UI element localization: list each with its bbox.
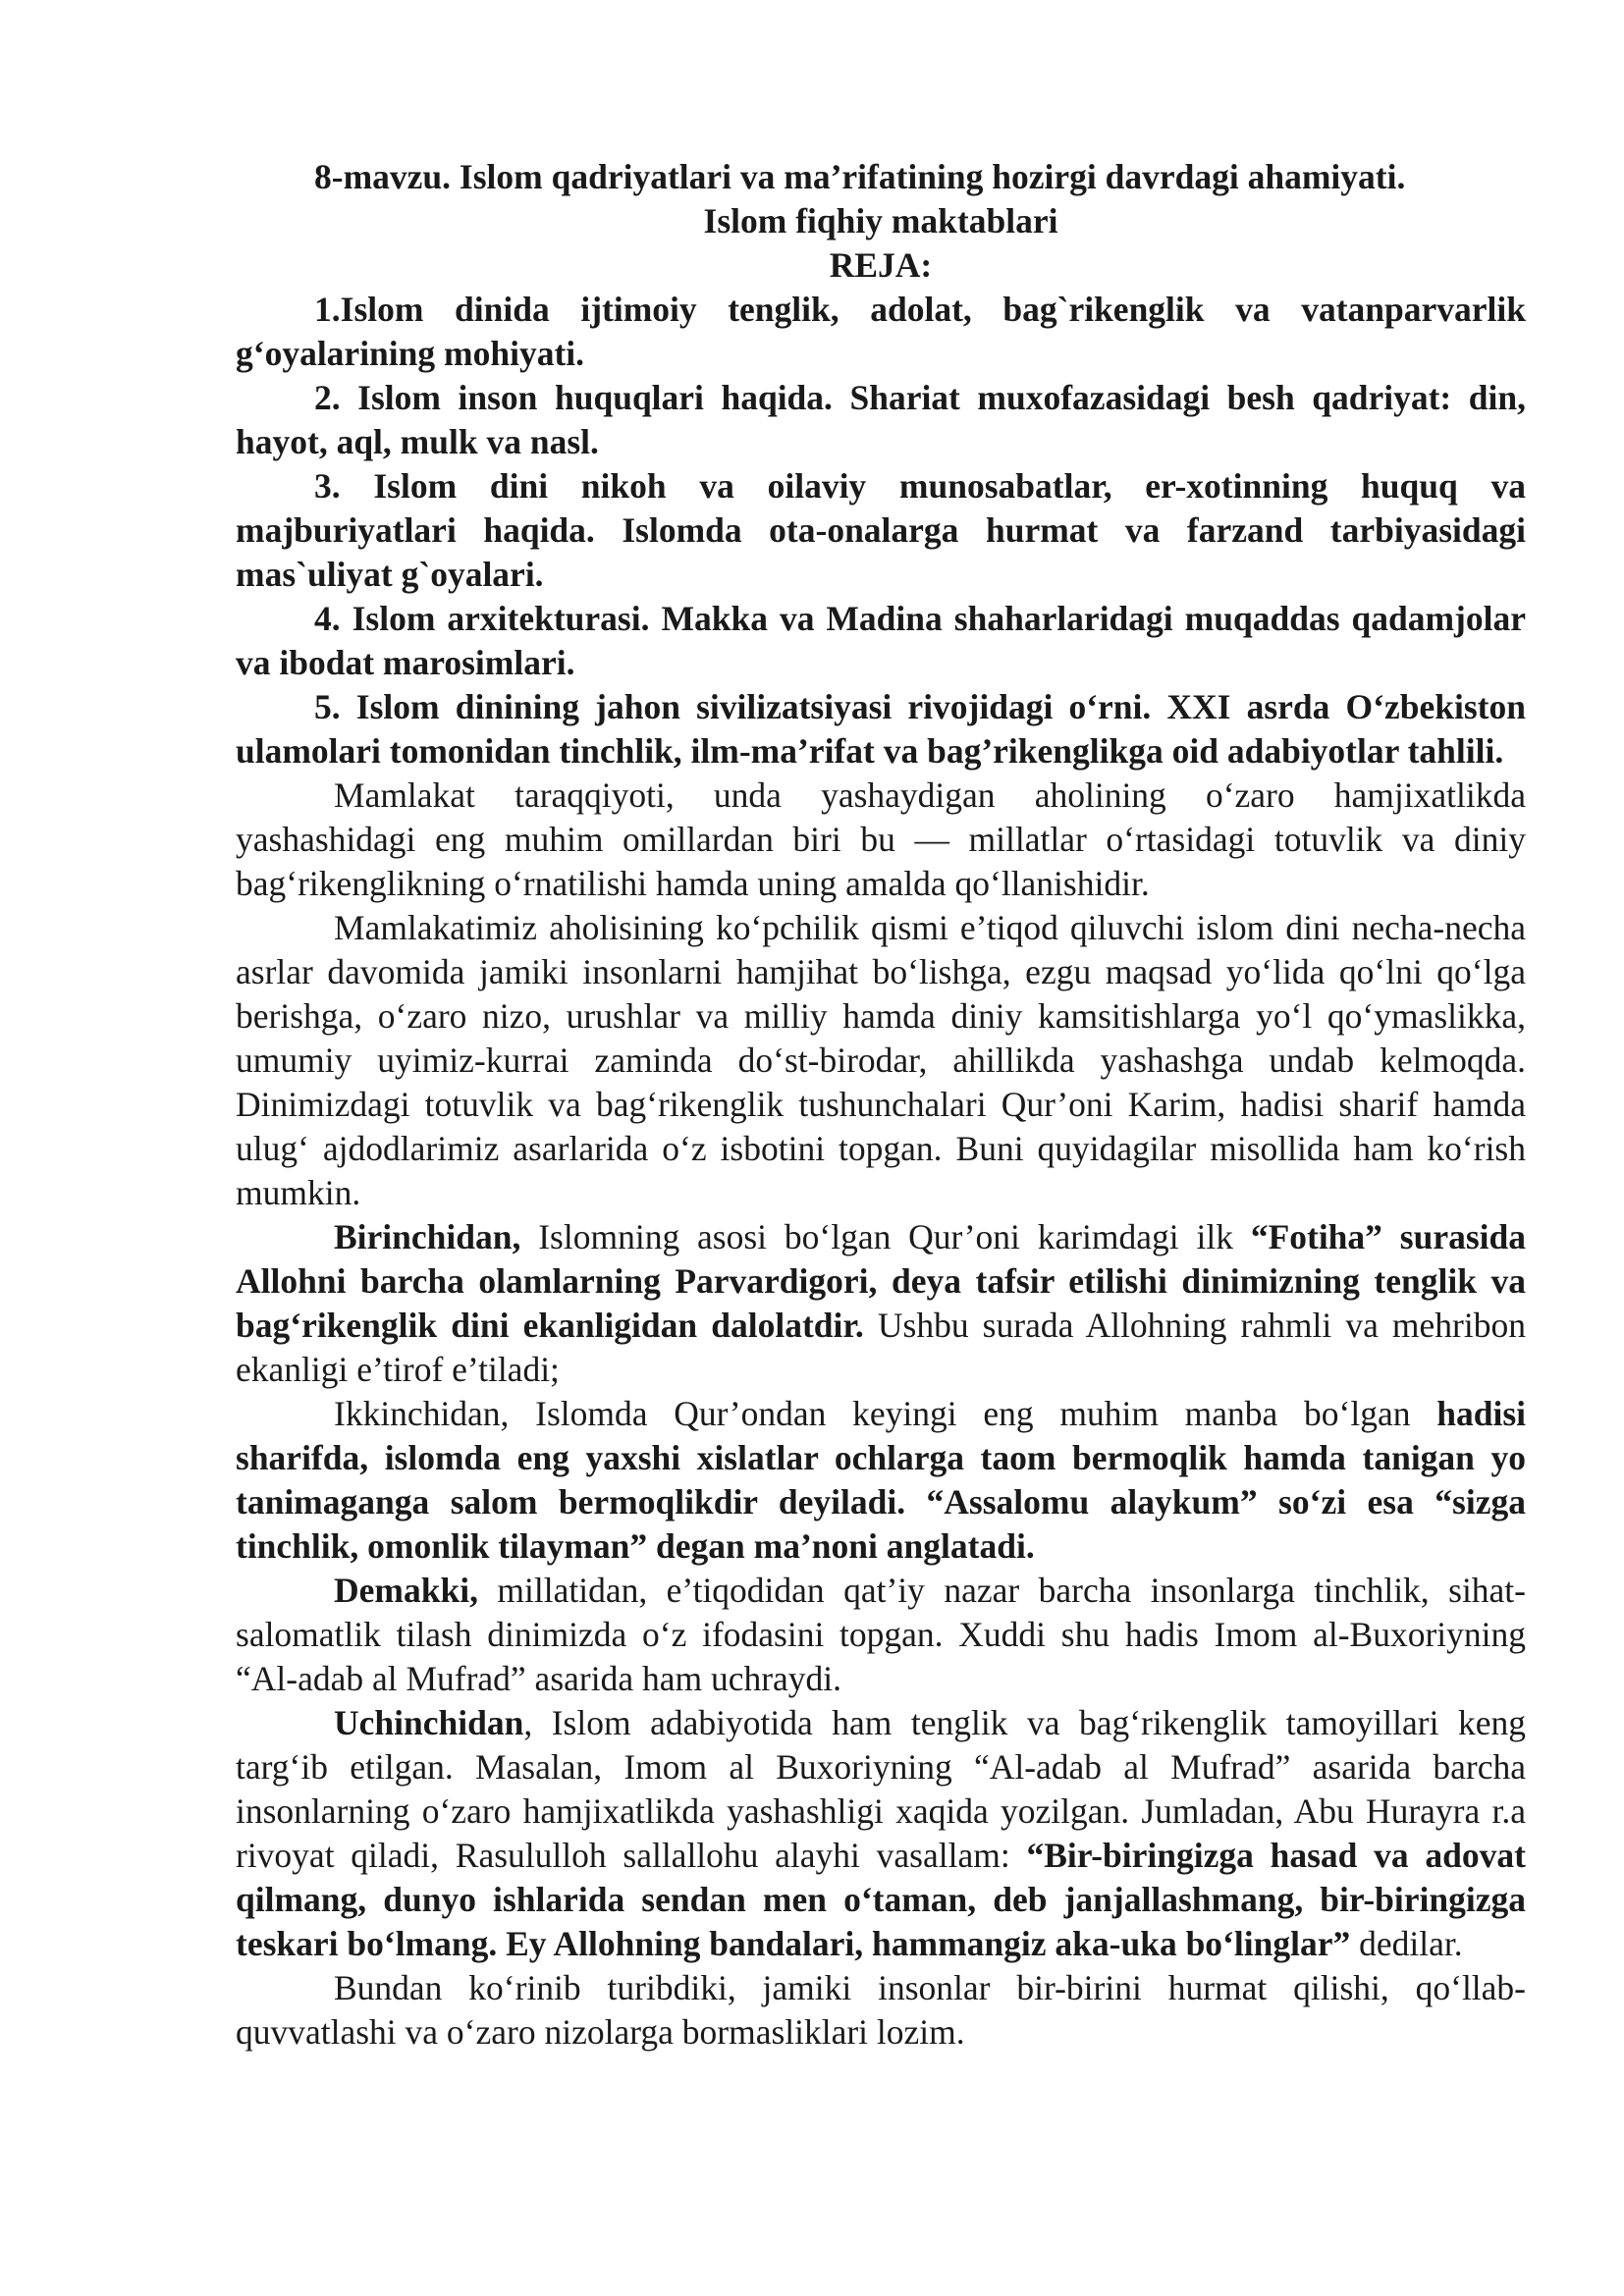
plan-heading: REJA: [829, 245, 933, 285]
plan-item-4: 4. Islom arxitekturasi. Makka va Madina shaharlaridagi muqaddas qadamjolar va ibodat marosimlari. [236, 599, 1526, 682]
topic-subtitle: Islom fiqhiy maktablari [703, 201, 1058, 240]
emphasis-firstly: Birinchidan, [334, 1217, 521, 1256]
paragraph-4-text-1: Ikkinchidan, Islomda Qur’ondan keyingi eng muhim manba bo‘lgan [334, 1394, 1437, 1433]
paragraph-6 [236, 1701, 1526, 1966]
paragraph-3-bold-1: “Fotiha” surasida Allohni barcha olamlarning Parvardigori, deya tafsir etilishi dinimizning tenglik va bag‘rikenglik dini ekanligidan dalolatdir. [236, 1217, 1527, 1345]
paragraph-4 [236, 1392, 1526, 1569]
plan-item-2: 2. Islom inson huquqlari haqida. Shariat muxofazasidagi besh qadriyat: din, hayot, aql, mulk va nasl. [236, 378, 1526, 461]
paragraph-3-text-2: Ushbu surada Allohning rahmli va mehribon ekanligi e’tirof e’tiladi; [236, 1306, 1526, 1389]
paragraph-3-text-1: Islomning asosi bo‘lgan Qur’oni karimdagi ilk [520, 1217, 1251, 1256]
paragraph-6-text-2: dedilar. [1350, 1924, 1463, 1963]
emphasis-therefore: Demakki, [334, 1571, 478, 1610]
paragraph-4-bold-1: hadisi sharifda, islomda eng yaxshi xislatlar ochlarga taom bermoqlik hamda tanigan yo tanimaganga salom bermoqlikdir deyiladi. “Assalomu alaykum” so‘zi esa “sizga tinchlik, omonlik tilayman” degan ma’noni anglatadi. [236, 1394, 1526, 1566]
plan-item-1: 1.Islom dinida ijtimoiy tenglik, adolat, bag`rikenglik va vatanparvarlik g‘oyalarining mohiyati. [236, 290, 1526, 373]
plan-item-3: 3. Islom dini nikoh va oilaviy munosabatlar, er-xotinning huquq va majburiyatlari haqida. Islomda ota-onalarga hurmat va farzand tarbiyasidagi mas`uliyat g`oyalari. [236, 466, 1526, 594]
paragraph-5 [236, 1569, 1526, 1701]
paragraph-7: Bundan ko‘rinib turibdiki, jamiki insonlar bir-birini hurmat qilishi, qo‘llab-quvvatlashi va o‘zaro nizolarga bormasliklari lozim. [236, 1968, 1526, 2052]
paragraph-6-text-1: , Islom adabiyotida ham tenglik va bag‘rikenglik tamoyillari keng targ‘ib etilgan. Masalan, Imom al Buxoriyning “Al-adab al Mufrad” asarida barcha insonlarning o‘zaro hamjixatlikda yashashligi xaqida yozilgan. Jumladan, Abu Hurayra r.a rivoyat qiladi, Rasululloh sallallohu alayhi vasallam: [236, 1703, 1526, 1875]
paragraph-5-text-1: millatidan, e’tiqodidan qat’iy nazar barcha insonlarga tinchlik, sihat-salomatlik tilash dinimizda o‘z ifodasini topgan. Xuddi shu hadis Imom al-Buxoriyning “Al-adab al Mufrad” asarida ham uchraydi. [236, 1571, 1526, 1698]
emphasis-thirdly: Uchinchidan [334, 1703, 524, 1742]
hadith-quote: “Bir-biringizga hasad va adovat qilmang, dunyo ishlarida sendan men o‘taman, deb janjallashmang, bir-biringizga teskari bo‘lmang. Ey Allohning bandalari, hammangiz aka-uka bo‘linglar” [236, 1836, 1526, 1963]
topic-title: 8-mavzu. Islom qadriyatlari va ma’rifatining hozirgi davrdagi ahamiyati. [314, 157, 1406, 196]
paragraph-2: Mamlakatimiz aholisining ko‘pchilik qismi e’tiqod qiluvchi islom dini necha-necha asrlar davomida jamiki insonlarni hamjihat bo‘lishga, ezgu maqsad yo‘lida qo‘lni qo‘lga berishga, o‘zaro nizo, urushlar va milliy hamda diniy kamsitishlarga yo‘l qo‘ymaslikka, umumiy uyimiz-kurrai zaminda do‘st-birodar, ahillikda yashashga undab kelmoqda. Dinimizdagi totuvlik va bag‘rikenglik tushunchalari Qur’oni Karim, hadisi sharif hamda ulug‘ ajdodlarimiz asarlarida o‘z isbotini topgan. Buni quyidagilar misollida ham ko‘rish mumkin. [236, 908, 1526, 1212]
plan-item-5: 5. Islom dinining jahon sivilizatsiyasi rivojidagi o‘rni. XXI asrda O‘zbekiston ulamolari tomonidan tinchlik, ilm-ma’rifat va bag’rikenglikga oid adabiyotlar tahlili. [236, 687, 1526, 771]
document-page [236, 155, 1526, 2055]
paragraph-1: Mamlakat taraqqiyoti, unda yashaydigan aholining o‘zaro hamjixatlikda yashashidagi eng muhim omillardan biri bu — millatlar o‘rtasidagi totuvlik va diniy bag‘rikenglikning o‘rnatilishi hamda uning amalda qo‘llanishidir. [236, 775, 1526, 903]
paragraph-3 [236, 1215, 1526, 1392]
